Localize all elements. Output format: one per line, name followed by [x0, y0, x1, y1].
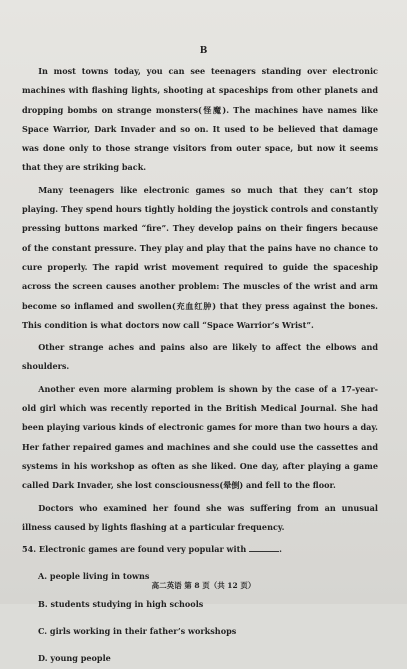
- paragraph-1: In most towns today, you can see teenagers standing over electronic machines with flashing lights, shooting at spaceships from other planets and dropping bombs on strange monsters(怪魔). The machines have names like Space Warrior, Dark Invader and so on. It used to be believed that damage was done only to those strange visitors from outer space, but now it seems that they are striking back.: [22, 66, 378, 173]
- answer-blank: [249, 542, 279, 552]
- section-label: B: [199, 46, 208, 56]
- option-b: B. students studying in high schools: [38, 598, 204, 609]
- question-text: 54. Electronic games are found very popular with: [22, 544, 247, 555]
- question-stem: [22, 540, 378, 559]
- option-a: A. people living in towns: [38, 571, 150, 582]
- paragraph-5: Doctors who examined her found she was suffering from an unusual illness caused by lights flashing at a particular frequency.: [22, 502, 378, 532]
- paragraph-2: Many teenagers like electronic games so much that they can’t stop playing. They spend hours tightly holding the joystick controls and constantly pressing buttons marked “fire”. They develop pains on their fingers because of the constant pressure. They play and play that the pains have no chance to cure properly. The rapid wrist movement required to guide the spaceship across the screen causes another problem: The muscles of the wrist and arm become so inflamed and swollen(充血红肿) that they press against the bones. This condition is what doctors now call “Space Warrior’s Wrist”.: [22, 184, 378, 330]
- paragraph-4: Another even more alarming problem is shown by the case of a 17-year-old girl which was recently reported in the British Medical Journal. She had been playing various kinds of electronic games for more than two hours a day. Her father repaired games and machines and she could use the cassettes and systems in his workshop as often as she liked. One day, after playing a game called Dark Invader, she lost consciousness(晕倒) and fell to the floor.: [22, 383, 378, 491]
- option-c: C. girls working in their father’s workshops: [38, 626, 237, 637]
- paragraph-3: Other strange aches and pains also are likely to affect the elbows and shoulders.: [22, 342, 378, 372]
- option-d: D. young people: [38, 653, 111, 664]
- page-footer: 高二英语 第 8 页（共 12 页）: [151, 581, 256, 590]
- question-end: .: [279, 544, 282, 555]
- passage: [22, 62, 378, 669]
